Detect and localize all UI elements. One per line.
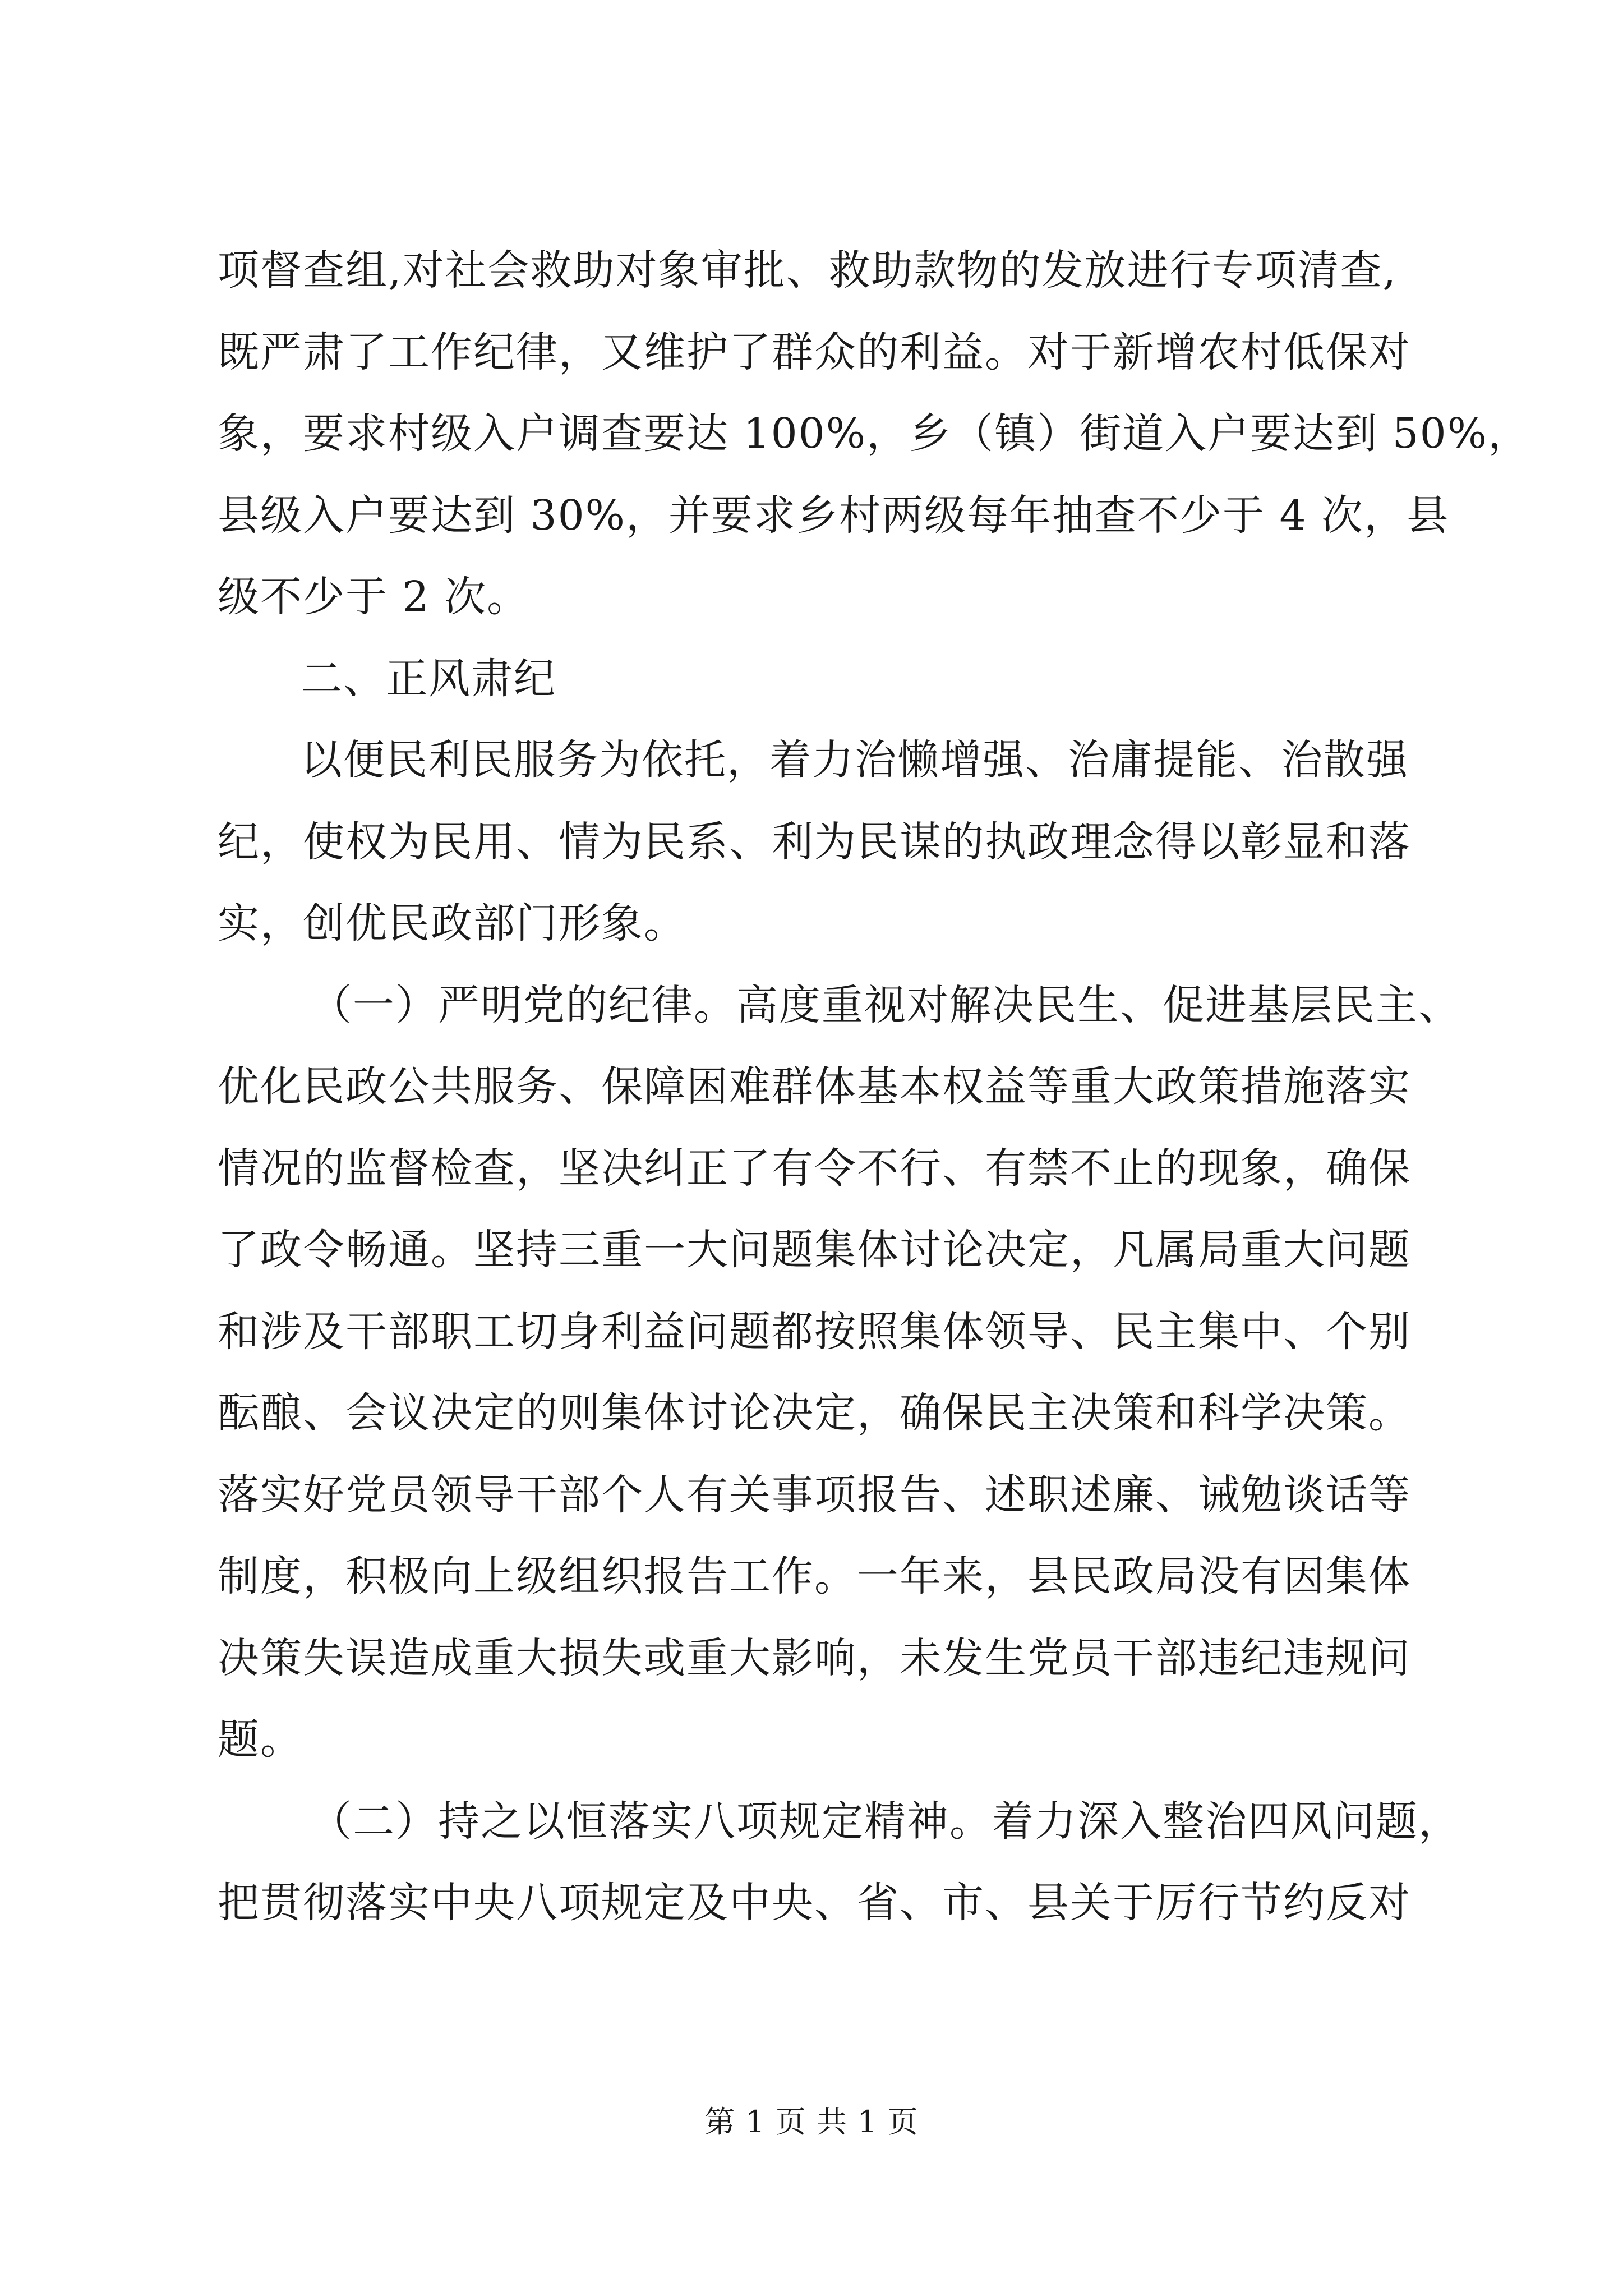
text-line-14: 和涉及干部职工切身利益问题都按照集体领导、民主集中、个别 bbox=[218, 1307, 1411, 1356]
text-line-2: 既严肃了工作纪律，又维护了群众的利益。对于新增农村低保对 bbox=[218, 328, 1411, 376]
page-footer bbox=[0, 2098, 1623, 2141]
text-line-12: 情况的监督检查，坚决纠正了有令不行、有禁不止的现象，确保 bbox=[218, 1144, 1411, 1193]
text-line-8: 纪，使权为民用、情为民系、利为民谋的执政理念得以彰显和落 bbox=[218, 817, 1411, 866]
text-line-13: 了政令畅通。坚持三重一大问题集体讨论决定，凡属局重大问题 bbox=[218, 1226, 1411, 1274]
section-heading: 二、正风肃纪 bbox=[301, 654, 556, 703]
text-line-1: 项督查组,对社会救助对象审批、救助款物的发放进行专项清查, bbox=[218, 246, 1398, 295]
page-number-label: 第 1 页 共 1 页 bbox=[704, 2104, 919, 2139]
text-line-11: 优化民政公共服务、保障困难群体基本权益等重大政策措施落实 bbox=[218, 1062, 1411, 1111]
text-line-9: 实，创优民政部门形象。 bbox=[218, 899, 686, 947]
text-line-16: 落实好党员领导干部个人有关事项报告、述职述廉、诫勉谈话等 bbox=[218, 1470, 1411, 1519]
text-line-21: 把贯彻落实中央八项规定及中央、省、市、县关于厉行节约反对 bbox=[218, 1879, 1411, 1927]
text-line-7: 以便民利民服务为依托，着力治懒增强、治庸提能、治散强 bbox=[301, 736, 1409, 784]
text-line-19: 题。 bbox=[218, 1715, 303, 1764]
subsection-2-line: （二）持之以恒落实八项规定精神。着力深入整治四风问题， bbox=[310, 1797, 1461, 1846]
text-line-4: 县级入户要达到 30%，并要求乡村两级每年抽查不少于 4 次，县 bbox=[218, 491, 1450, 540]
text-line-15: 酝酿、会议决定的则集体讨论决定，确保民主决策和科学决策。 bbox=[218, 1389, 1411, 1437]
text-line-18: 决策失误造成重大损失或重大影响，未发生党员干部违纪违规问 bbox=[218, 1634, 1411, 1682]
text-line-5: 级不少于 2 次。 bbox=[218, 573, 530, 621]
text-line-3: 象，要求村级入户调查要达 100%，乡（镇）街道入户要达到 50%， bbox=[218, 409, 1531, 458]
text-line-17: 制度，积极向上级组织报告工作。一年来，县民政局没有因集体 bbox=[218, 1552, 1411, 1600]
document-body bbox=[218, 230, 1531, 1944]
subsection-1-line: （一）严明党的纪律。高度重视对解决民生、促进基层民主、 bbox=[310, 981, 1461, 1029]
